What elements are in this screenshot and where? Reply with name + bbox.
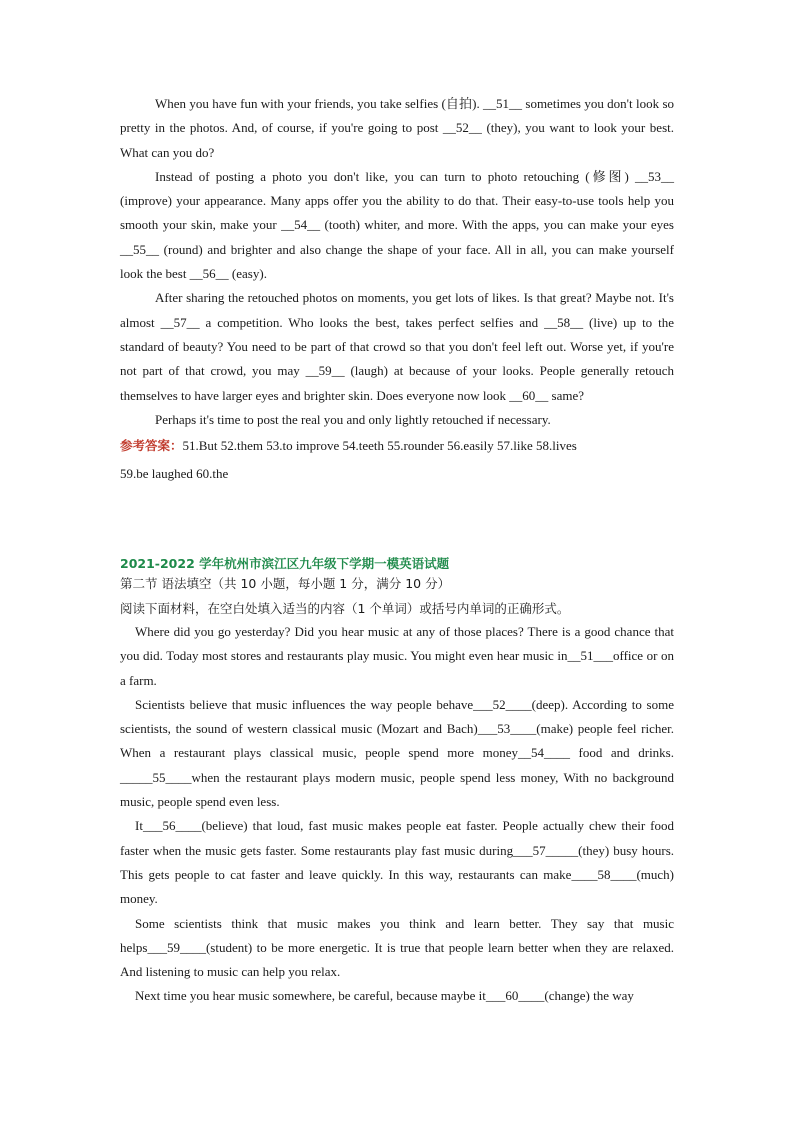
passage-1-paragraph: Perhaps it's time to post the real you and only lightly retouched if necessary. (155, 411, 551, 427)
passage-1 (120, 92, 674, 488)
passage-1-paragraph: When you have fun with your friends, you take selfies (自拍). __51__ sometimes you don't look so pretty in the photos. And, of course, if you're going to post __52__ (they), you want to look your best. What can you do? (120, 96, 674, 160)
exam-title: 2021-2022 学年杭州市滨江区九年级下学期一模英语试题 (120, 556, 450, 571)
passage-2-paragraph: It___56____(believe) that loud, fast music makes people eat faster. People actually chew their food faster when the music gets faster. Some restaurants play fast music during___57_____(they) busy hours. This gets people to cat faster and leave quickly. In this way, restaurants can make____58____(much) money. (120, 818, 674, 907)
passage-2-paragraph: Scientists believe that music influences the way people behave___52____(deep). According to some scientists, the sound of western classical music (Mozart and Bach)___53____(make) people feel richer. When a restaurant plays classical music, people spend more money__54____ food and drinks. _____55____when the restaurant plays modern music, people spend less money, With no background music, people spend even less. (120, 696, 674, 810)
passage-2-paragraph: Next time you hear music somewhere, be careful, because maybe it___60____(change) the way (135, 988, 634, 1004)
passage-1-paragraph: After sharing the retouched photos on moments, you get lots of likes. Is that great? Maybe not. It's almost __57__ a competition. Who looks the best, takes perfect selfies and __58__ (live) up to the standard of beauty? You need to be part of that crowd so that you don't feel left out. Worse yet, if you're not part of that crowd, you may __59__ (laugh) at because of your looks. People generally retouch themselves to have larger eyes and brighter skin. Does everyone now look __60__ same? (120, 290, 674, 403)
passage-2-paragraph: Where did you go yesterday? Did you hear music at any of those places? There is a good chance that you did. Today most stores and restaurants play music. You might even hear music in__51___office or on a farm. (120, 624, 674, 688)
passage-2-paragraph: Some scientists think that music makes you think and learn better. They say that music helps___59____(student) to be more energetic. It is true that people learn better when they are relaxed. And listening to music can help you relax. (120, 915, 674, 980)
passage-1-paragraph: Instead of posting a photo you don't like, you can turn to photo retouching (修图) __53__ (improve) your appearance. Many apps offer you the ability to do that. Their easy-to-use tools help you smooth your skin, make your __54__ (tooth) whiter, and more. With the apps, you can make your eyes __55__ (round) and brighter and also change the shape of your face. All in all, you can make yourself look the best __56__ (easy). (120, 168, 674, 282)
answer-line-1: 51.But 52.them 53.to improve 54.teeth 55.rounder 56.easily 57.like 58.lives (182, 438, 577, 454)
section-instruction: 阅读下面材料，在空白处填入适当的内容（1 个单词）或括号内单词的正确形式。 (120, 601, 570, 616)
section-subtitle: 第二节 语法填空（共 10 小题，每小题 1 分，满分 10 分） (120, 576, 451, 591)
section-2 (120, 555, 674, 1009)
answer-line-2: 59.be laughed 60.the (120, 466, 229, 482)
answer-key (120, 432, 674, 488)
answer-label: 参考答案： (120, 438, 183, 454)
